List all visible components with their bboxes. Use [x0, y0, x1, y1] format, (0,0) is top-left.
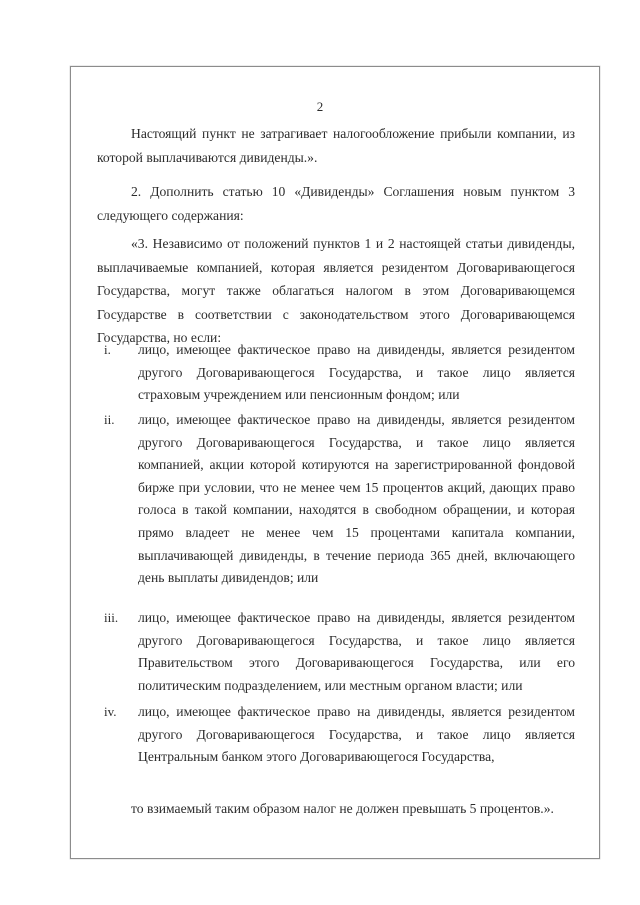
paragraph-closing-clause: Настоящий пункт не затрагивает налогообложение прибыли компании, из которой выплачиваются дивиденды.». [97, 126, 575, 165]
paragraph-amendment-2: 2. Дополнить статью 10 «Дивиденды» Соглашения новым пунктом 3 следующего содержания: [97, 184, 575, 223]
list-numeral: iv. [104, 704, 117, 719]
list-item-text: лицо, имеющее фактическое право на дивиденды, является резидентом другого Договаривающегося Государства, и такое лицо является компанией, акции которой котируются на зарегистрированной фондовой бирже при условии, что не менее чем 15 процентов акций, дающих право голоса в такой компании, находятся в свободном обращении, и которая прямо владеет не менее чем 15 процентами капитала компании, выплачивающей дивиденды, в течение периода 365 дней, включающего день выплаты дивидендов; или [138, 412, 575, 586]
paragraph-new-point-3: «3. Независимо от положений пунктов 1 и 2 настоящей статьи дивиденды, выплачиваемые компанией, которая является резидентом Договаривающегося Государства, могут также облагаться налогом в этом Договаривающемся Государстве в соответствии с законодательством этого Договаривающемся Государства, но если: [97, 236, 575, 345]
list-numeral: i. [104, 342, 111, 357]
paragraph-tax-limit: то взимаемый таким образом налог не должен превышать 5 процентов.». [131, 801, 554, 816]
list-item-text: лицо, имеющее фактическое право на дивиденды, является резидентом другого Договаривающегося Государства, и такое лицо является страховым учреждением или пенсионным фондом; или [138, 342, 575, 403]
page-number: 2 [316, 99, 324, 114]
list-numeral: iii. [104, 610, 119, 625]
list-item-text: лицо, имеющее фактическое право на дивиденды, является резидентом другого Договаривающегося Государства, и такое лицо является Центральным банком этого Договаривающегося Государства, [138, 704, 575, 765]
list-numeral: ii. [104, 412, 115, 427]
list-item-text: лицо, имеющее фактическое право на дивиденды, является резидентом другого Договаривающегося Государства, и такое лицо является Правительством этого Договаривающегося Государства, или его политическим подразделением, или местным органом власти; или [138, 610, 575, 693]
